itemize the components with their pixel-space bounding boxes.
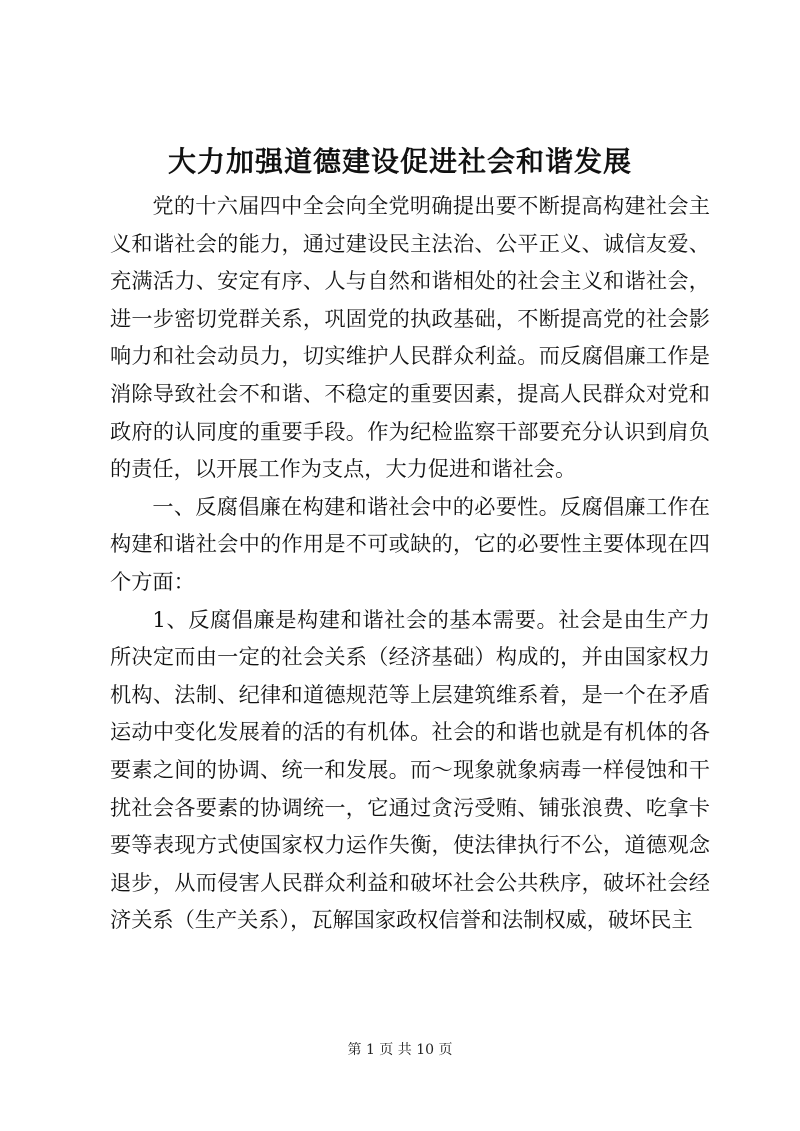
document-title: 大力加强道德建设促进社会和谐发展 (167, 145, 632, 178)
paragraph-intro: 党的十六届四中全会向全党明确提出要不断提高构建社会主义和谐社会的能力，通过建设民主法治、公平正义、诚信友爱、充满活力、安定有序、人与自然和谐相处的社会主义和谐社会，进一步密切党群关系，巩固党的执政基础，不断提高党的社会影响力和社会动员力，切实维护人民群众利益。而反腐倡廉工作是消除导致社会不和谐、不稳定的重要因素，提高人民群众对党和政府的认同度的重要手段。作为纪检监察干部要充分认识到肩负的责任，以开展工作为支点，大力促进和谐社会。 (110, 193, 710, 482)
paragraph-point-one: 1、反腐倡廉是构建和谐社会的基本需要。社会是由生产力所决定而由一定的社会关系（经济基础）构成的，并由国家权力机构、法制、纪律和道德规范等上层建筑维系着，是一个在矛盾运动中变化发展着的活的有机体。社会的和谐也就是有机体的各要素之间的协调、统一和发展。而～现象就象病毒一样侵蚀和干扰社会各要素的协调统一，它通过贪污受贿、铺张浪费、吃拿卡要等表现方式使国家权力运作失衡，使法律执行不公，道德观念退步，从而侵害人民群众利益和破坏社会公共秩序，破坏社会经济关系（生产关系），瓦解国家政权信誉和法制权威，破坏民主 (110, 606, 710, 933)
document-body (110, 187, 710, 939)
page-number-footer: 第 1 页 共 10 页 (347, 1042, 453, 1058)
paragraph-section-one: 一、反腐倡廉在构建和谐社会中的必要性。反腐倡廉工作在构建和谐社会中的作用是不可或缺的，它的必要性主要体现在四个方面： (110, 493, 710, 594)
